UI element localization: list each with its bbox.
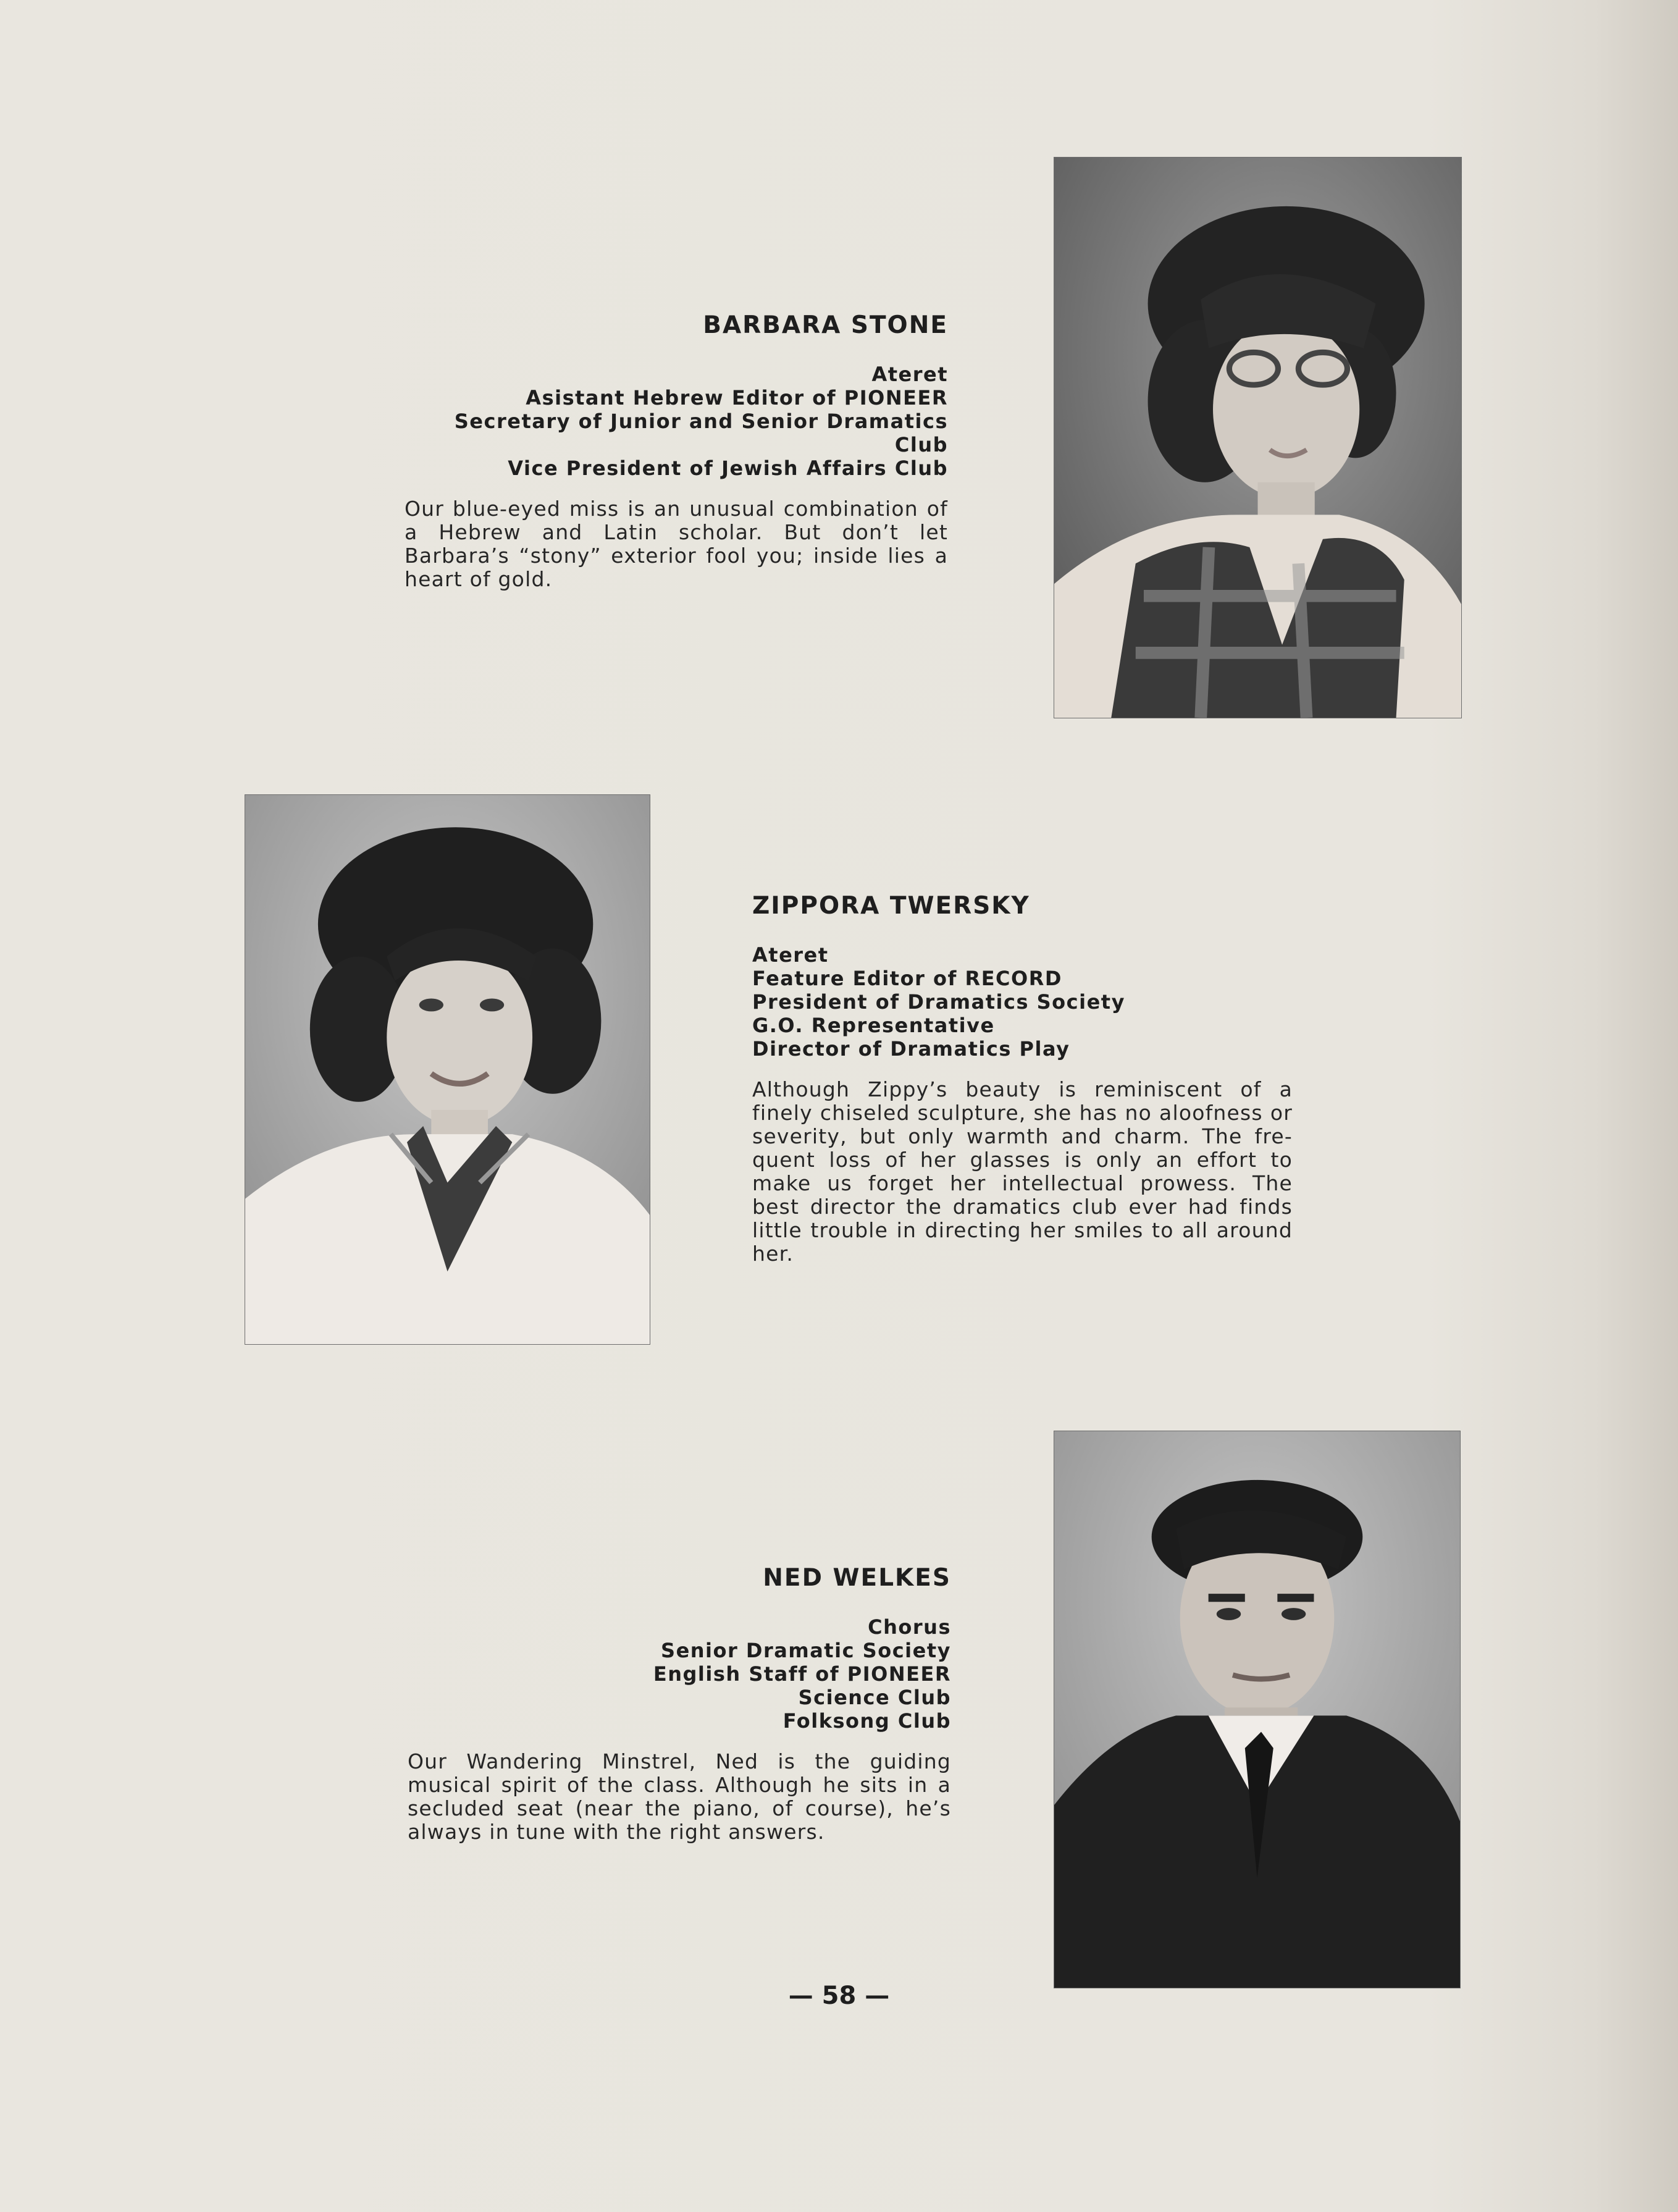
student-name: BARBARA STONE — [703, 311, 948, 339]
activity-item: Secretary of Junior and Senior Dramatics Club — [454, 410, 948, 456]
activity-item: Folksong Club — [782, 1709, 951, 1733]
activities-list — [752, 943, 1293, 1061]
activity-item: President of Dramatics Society — [752, 990, 1125, 1014]
activity-item: Senior Dramatic Society — [661, 1639, 951, 1662]
activity-item: Ateret — [752, 943, 829, 967]
student-bio: Our Wandering Minstrel, Ned is the guiding musical spirit of the class. Although he sits in a secluded seat (near the piano, of course), he’s always in tune with the right answers. — [408, 1749, 951, 1844]
student-entry — [752, 892, 1293, 1266]
student-bio: Our blue-eyed miss is an unusual combination of a Hebrew and Latin scholar. But don’t let Barbara’s “stony” exterior fool you; inside lies a heart of gold. — [405, 497, 948, 591]
student-name: NED WELKES — [763, 1564, 951, 1592]
student-name: ZIPPORA TWERSKY — [752, 892, 1030, 920]
portrait-photo — [1054, 157, 1462, 718]
portrait-photo — [1054, 1431, 1461, 1988]
activity-item: Director of Dramatics Play — [752, 1037, 1070, 1061]
activity-item: G.O. Representative — [752, 1014, 995, 1037]
activity-item: English Staff of PIONEER — [653, 1662, 951, 1686]
activity-item: Asistant Hebrew Editor of PIONEER — [526, 386, 948, 410]
activity-item: Ateret — [871, 363, 948, 386]
student-entry — [408, 1564, 951, 1844]
portrait-photo — [245, 794, 650, 1345]
activities-list — [408, 1615, 951, 1733]
student-bio: Although Zippy’s beauty is reminiscent of a finely chiseled sculpture, she has no aloofness or severity, but only warmth and charm. The fre-quent loss of her glasses is only an effort to make us forget her intellectual prowess. The best director the dramatics club ever had finds little trouble in directing her smiles to all around her. — [752, 1077, 1293, 1266]
activity-item: Feature Editor of RECORD — [752, 967, 1062, 990]
page-number: — 58 — — [788, 1982, 890, 2010]
activity-item: Chorus — [868, 1615, 951, 1639]
student-entry — [405, 311, 948, 591]
activity-item: Vice President of Jewish Affairs Club — [508, 456, 948, 480]
activities-list — [405, 363, 948, 480]
activity-item: Science Club — [798, 1686, 951, 1709]
